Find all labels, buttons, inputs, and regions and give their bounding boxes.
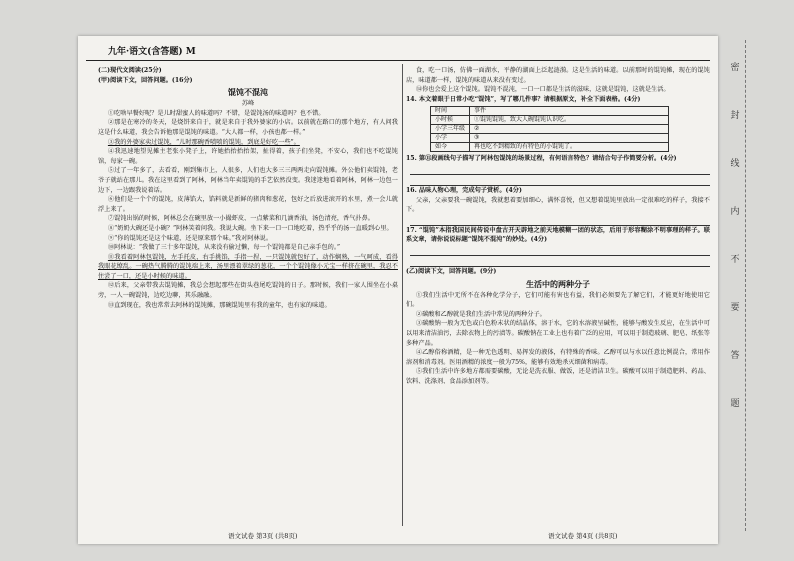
page-footer-left: 语文试卷 第3页 (共8页) <box>228 532 298 540</box>
paragraph: ④我迅速地望见摊主老张小凳子上，许她抬抬抬抬架，扯得着，孩子们坐凳，不安心，我们也不吃馄饨馆，每家一碗。 <box>98 148 398 165</box>
seal-char: 题 <box>730 399 740 409</box>
table-cell: 小学 <box>431 134 470 143</box>
table-header-row <box>431 107 669 116</box>
question-17: 17. “馄饨”本指我国民间传说中盘古开天辟地之前天地模糊一团的状态，后用于形容糊涂不明事理的样子。联系文章，请你说说标题“馄饨不混沌”的妙处。(4分) <box>406 226 710 244</box>
right-column <box>406 66 710 526</box>
paragraph: ③我的外婆家卖过馄饨，“儿时那碗香喷喷的馄饨，到底是好吃一些”。 <box>107 138 300 146</box>
answer-line[interactable] <box>410 175 710 186</box>
answer-line[interactable] <box>410 256 710 267</box>
table-cell: 小学三年级 <box>431 125 470 134</box>
paragraph: ⑧“奶奶大碗还是小碗？”阿林笑着问我。我说大碗。坐下来一口一口地吃着，热乎乎的汤一直暖到心里。 <box>107 224 393 232</box>
paragraph: ②那是在寒冷的冬天，是烧饼来自于，就是来自于我外婆家的小店。以前就在路口的那个地方，有人问我这是什么味道，我会告诉他那是馄饨的味道。“大人都一样，小孩也都一样。” <box>98 119 398 136</box>
paragraph: ⑤我们生活中许多地方都需要碳酸，无论是洗衣服、做饭，还是清洁卫生。碳酸可以用于制造肥料、药品、饮料、洗涤剂、食品添加剂等。 <box>406 368 710 385</box>
table-row <box>431 125 669 134</box>
question-16-quote: 父亲，父亲要我一碗馄饨，我就想着要加细心，满怀喜悦，但又想着馄饨里放出一定很难吃的样子，我接不下。 <box>406 196 710 214</box>
question-16: 16. 品味人物心理，完成句子赏析。(4分) <box>406 186 522 194</box>
seal-char: 线 <box>730 159 740 169</box>
page-footer-right: 语文试卷 第4页 (共8页) <box>548 532 618 540</box>
paragraph: ⑩阿林说：“我做了三十多年馄饨，从来没有偷过懒，每一个馄饨都是自己亲手包的。” <box>107 244 341 252</box>
events-table <box>430 106 669 152</box>
seal-char: 答 <box>730 351 740 361</box>
subsection-heading-b: (乙)阅读下文，回答问题。(9分) <box>406 267 497 275</box>
left-column <box>98 66 398 526</box>
paragraph: ⑬直到现在，我也常常去阿林的馄饨摊，那碗馄饨里有我的童年，也有家的味道。 <box>107 301 331 309</box>
subsection-heading: (甲)阅读下文，回答问题。(16分) <box>98 76 193 84</box>
seal-char: 内 <box>730 207 740 217</box>
paragraph: ③碳酸钠一般为无色或白色粉末状的结晶体，溶于水，它的水溶液呈碱性，能够与酸发生反应，在生活中可以用来清洁油污，去除衣物上的污渍等。碳酸钠在工业上也有着广泛的应用，可以用于制造玻璃、肥皂、纸张等多种产品。 <box>406 320 710 347</box>
passage-author: 苏峰 <box>241 100 255 108</box>
paragraph: ④乙醇俗称酒精，是一种无色透明、易挥发的液体，有特殊的香味。乙醇可以与水以任意比例混合，常用作溶剂和消毒剂。医用酒精的浓度一般为75%，能够有效地杀灭细菌和病毒。 <box>406 349 710 366</box>
header-rule <box>86 60 710 61</box>
exam-header: 九年·语文(含答题) M <box>108 47 196 57</box>
paragraph: ⑤过了一年多了，去看看，刚到集市上，人很多，人们也大多三三两两走向馄饨摊。外公他们卖馄饨，老爷子就站在那儿。我在这里看到了阿林，阿林当年卖馄饨的手艺依然没变。我迷迷地看着阿林，阿林一边包一边下，一边跟我说着话。 <box>98 167 398 194</box>
table-cell: ①馄饨馄饨，致大人碗馄饨认识吃。 <box>470 116 669 125</box>
answer-line[interactable] <box>410 245 710 256</box>
table-row <box>431 143 669 152</box>
table-row <box>431 116 669 125</box>
table-cell: 小时候 <box>431 116 470 125</box>
question-15: 15. 第⑪段画线句子描写了阿林包馄饨的场景过程，有何语言特色？请结合句子作简要分析。(4分) <box>406 155 677 163</box>
seal-char: 要 <box>730 303 740 313</box>
paragraph-underlined: ⑪我看着阿林包馄饨，左手托皮，右手挑馅，手指一捏，一只馄饨就包好了，动作娴熟，一气呵成，看得我眼花缭乱。一碗热气腾腾的馄饨端上来，汤里漂着翠绿的葱花，一个个馄饨像小元宝一样挤在碗里，我忍不住尝了一口，还是小时候的味道。 <box>98 253 398 280</box>
paragraph: ①我们生活中无所不在各种化学分子，它们可能有害也有益，我们必须要先了解它们，才能更好地使用它们。 <box>406 291 710 309</box>
section-heading: (二)现代文阅读(25分) <box>98 67 162 74</box>
exam-sheet <box>78 36 718 544</box>
paragraph: 食，吃一口汤，仿佛一面湖水，平静的湖面上泛起涟漪。这是生活的味道。以前那时的馄饨摊，现在的馄饨店，味道都一样，馄饨的味道从来没有变过。 <box>406 67 710 84</box>
paragraph: ⑨“你的馄饨还是这个味道，还是原来那个味。”我对阿林说。 <box>107 234 273 242</box>
seal-char: 不 <box>730 255 740 265</box>
table-cell: 如今 <box>431 143 470 152</box>
paragraph: ⑭你也会爱上这个馄饨。馄饨不混沌，一口一口都是生活的滋味，这就是馄饨，这就是生活。 <box>415 86 670 94</box>
paragraph: ⑦馄饨出锅的时候，阿林总会在碗里放一小撮虾皮、一点紫菜和几滴香油，汤色清亮，香气扑鼻。 <box>107 215 374 223</box>
table-row <box>431 134 669 143</box>
answer-line[interactable] <box>410 215 710 226</box>
seal-char: 封 <box>730 111 740 121</box>
passage-title: 馄饨不混沌 <box>228 87 268 98</box>
table-header-cell: 事件 <box>470 107 669 116</box>
paragraph: ②碳酸和乙醇就是我们生活中常见的两种分子。 <box>415 310 546 318</box>
paragraph: ⑥他们是一个个的馄饨，皮薄馅大，馅料就是新鲜的猪肉和葱花，包好之后放进滚开的水里，煮一会儿就浮上来了。 <box>98 196 398 213</box>
table-cell: 再也吃不到精致的有特色的小馄饨了。 <box>470 143 669 152</box>
answer-cell[interactable]: ② <box>470 125 669 134</box>
seal-dashed-line <box>745 40 746 531</box>
paragraph: ⑫后来，父亲带我去馄饨摊，我总会想起那些在街头巷尾吃馄饨的日子。那时候，我们一家人围坐在小桌旁，一人一碗馄饨，边吃边聊，其乐融融。 <box>98 282 398 300</box>
seal-char: 密 <box>730 63 740 73</box>
question-14: 14. 本文着眼于日常小吃“馄饨”，写了哪几件事？请根据原文，补全下面表格。(4分) <box>406 95 641 103</box>
answer-line[interactable] <box>410 164 710 175</box>
passage-b-title: 生活中的两种分子 <box>526 278 590 289</box>
seal-line-notice <box>728 60 742 444</box>
answer-cell[interactable]: ③ <box>470 134 669 143</box>
table-header-cell: 时间 <box>431 107 470 116</box>
paragraph: ①吃啥早餐好呢？是儿时甜蜜人的味道吗？不错，是馄饨汤的味道吗？也不错。 <box>107 109 325 117</box>
column-divider <box>402 64 403 526</box>
